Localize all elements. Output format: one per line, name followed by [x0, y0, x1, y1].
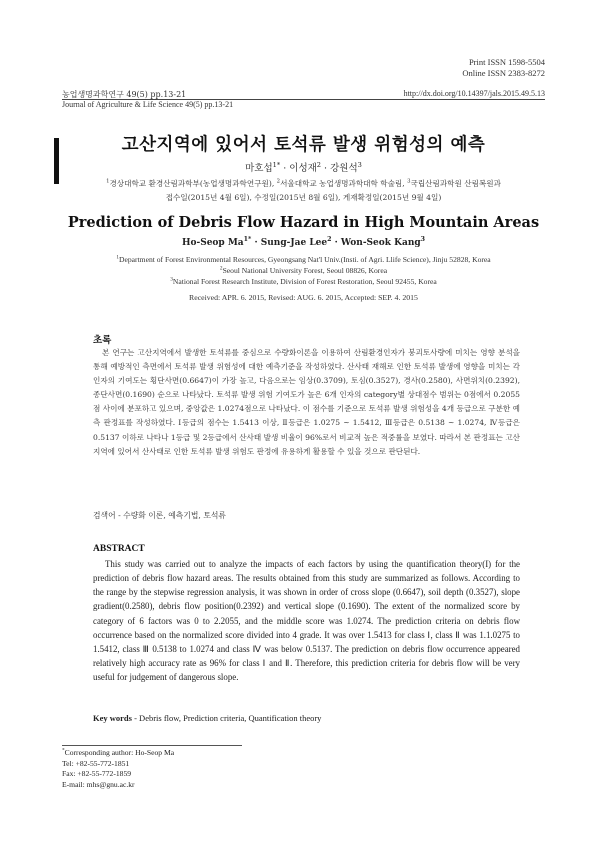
online-issn: Online ISSN 2383-8272: [462, 68, 545, 78]
abstract-ko-body: 본 연구는 고산지역에서 발생한 토석류를 중심으로 수량화이론을 이용하여 산림환경인자가 붕괴토사량에 미치는 영향 분석을 통해 예방적인 측면에서 토석류 발생 위험성에 대한 예측기준을 작성하였다. 산사태 재해로 인한 토석류 발생에 영향을 미치는 각 인자의 기여도는 횡단사면(0.6647)이 가장 높고, 다음으로는 임상(0.3709), 토심(0.3527), 경사(0.2580), 사면위치(0.2392), 종단사면(0.1690) 순으로 나타났다. 토석류 발생 위험 기여도가 높은 6개 인자의 category별 상대점수 범위는 0점에서 0.2055점 사이에 분포하고 있으며, 중앙값은 1.0274점으로 나타났다. 이 점수를 기준으로 토석류 발생 위험성을 4개 등급으로 구분한 예측 판정표를 작성하였다. Ⅰ등급의 점수는 1.5413 이상, Ⅱ등급은 1.0275 ~ 1.5412, Ⅲ등급은 0.5138 ~ 1.0274, Ⅳ등급은 0.5137 이하로 나타나 1등급 및 2등급에서 산사태 발생 비율이 96%로서 비교적 높은 적중률을 보였다. 따라서 본 판정표는 고산지역에 있어서 산사태로 인한 토석류 발생 위험도 판정에 유용하게 활용할 수 있을 것으로 판단된다.: [93, 348, 520, 456]
title-accent-bar: [54, 138, 59, 184]
keywords-en-label: Key words: [93, 713, 132, 723]
author-tel: Tel: +82-55-772-1851: [62, 758, 130, 768]
print-issn: Print ISSN 1598-5504: [468, 57, 545, 67]
author-ko-2: 이성재: [289, 163, 317, 174]
journal-header-ko: 농업생명과학연구 49(5) pp.13-21: [62, 90, 187, 99]
abstract-en-body: This study was carried out to analyze the impacts of each factors by using the quantification theory(I) for the prediction of debris flow hazard areas. The results obtained from this study are summarized as follows. According to the range by the stepwise regression analysis, it was shown in order of cross slope (0.6647), soil depth (0.3527), slope gradient(0.2580), debris flow position(0.2392) and vertical slope (0.1690). The extent of the normalized score by category of 6 factors was 0 to 2.2055, and the middle score was 1.0274. The prediction criteria on debris flow occurrence based on the normalized score divided into 4 grade. It was over 1.5413 for class Ⅰ, class Ⅱ was 1.1.0275 to 1.5412, class Ⅲ 0.5138 to 1.0274 and class Ⅳ was below 0.5137. The prediction on debris flow occurrence appeared relatively high accuracy rate as 96% for class Ⅰ and Ⅱ. Therefore, this prediction criteria for debris flow will be very useful for judgement of dangerous slope.: [93, 559, 520, 683]
doi-link[interactable]: http://dx.doi.org/10.14397/jals.2015.49.5.13: [403, 89, 545, 98]
author-ko-1: 마호섭: [245, 163, 273, 174]
affiliations-en: $^1$Department of Forest Environmental Resources, Gyeongsang Nat'l Univ.(Insti. of Agri. Llife Science), Jinju 52828, Korea $^2$Seoul National University Forest, Seoul 08826, Korea $^3$National Forest Research Institute, Division of Forest Restoration, Seoul 92455, Korea: [116, 254, 491, 286]
received-dates: Received: APR. 6. 2015, Revised: AUG. 6. 2015, Accepted: SEP. 4. 2015: [189, 293, 418, 302]
keywords-en-list: - Debris flow, Prediction criteria, Quantification theory: [131, 713, 322, 723]
issn-block: [462, 57, 545, 79]
corresponding-author-footnote: *Corresponding author: Ho-Seop Ma Tel: +82-55-772-1851 Fax: +82-55-772-1859 E-mail: mhs@gnu.ac.kr: [62, 747, 175, 790]
paper-title-en: Prediction of Debris Flow Hazard in High Mountain Areas: [67, 214, 540, 231]
keywords-ko: 검색어 - 수량화 이론, 예측기법, 토석류: [93, 511, 226, 520]
authors-ko: 마호섭$^{1*}$ · 이성재$^2$ · 강원석$^3$: [245, 160, 362, 174]
author-en-2: Sung-Jae Lee: [260, 238, 328, 248]
journal-header-en: Journal of Agriculture & Life Science 49(5) pp.13-21: [62, 100, 234, 109]
abstract-en-heading: ABSTRACT: [93, 544, 145, 554]
author-ko-3: 강원석: [330, 163, 358, 174]
paper-title-ko: 고산지역에 있어서 토석류 발생 위험성의 예측: [121, 135, 486, 155]
submission-dates-ko: 접수일(2015년 4월 6일), 수정일(2015년 8월 6일), 게재확정일(2015년 9월 4일): [165, 193, 442, 202]
authors-en: Ho-Seop $Ma^{1*}$ · Sung-Jae Lee$^2$ · Won-Seok Kang$^3$: [181, 236, 426, 248]
author-en-3: Won-Seok Kang: [340, 238, 421, 248]
author-en-1: Ho-Seop Ma: [181, 238, 244, 248]
author-email[interactable]: E-mail: mhs@gnu.ac.kr: [62, 780, 135, 790]
affiliations-ko: $^1$경상대학교 환경산림과학부(농업생명과학연구원), $^2$서울대학교 농업생명과학대학 학술림, $^3$국립산림과학원 산림복원과 접수일(2015년 4월 6일), 수정일(2015년 8월 6일), 게재확정일(2015년 9월 4일): [62, 177, 545, 205]
abstract-ko-heading: 초록: [93, 335, 112, 346]
keywords-en: [93, 713, 321, 723]
author-fax: Fax: +82-55-772-1859: [62, 769, 132, 779]
footnote-rule: [62, 745, 242, 746]
